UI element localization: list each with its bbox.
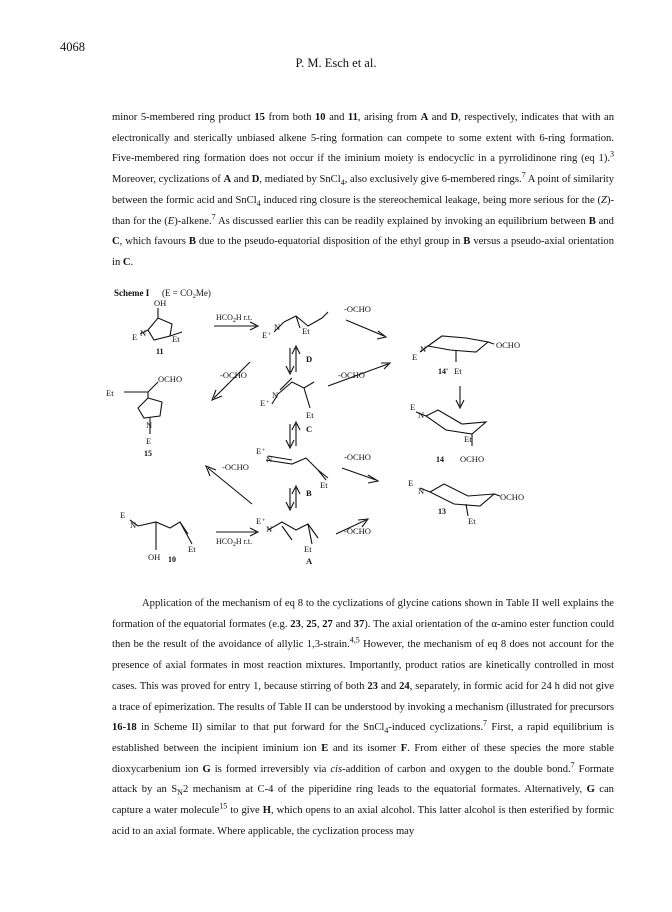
- svg-text:+: +: [266, 400, 270, 406]
- svg-text:N: N: [274, 322, 281, 332]
- svg-text:N: N: [130, 520, 137, 530]
- svg-text:E: E: [412, 352, 418, 362]
- svg-text:HCO2H r.t.: $HCO_2H$ r.t.: [216, 313, 253, 324]
- svg-text:Et: Et: [306, 410, 314, 420]
- compound-label: 14: [436, 455, 444, 464]
- svg-text:N: N: [266, 524, 273, 534]
- svg-text:Et: Et: [188, 544, 196, 554]
- svg-text:Et: Et: [304, 544, 312, 554]
- svg-text:N: N: [140, 328, 147, 338]
- compound-label: 14': [438, 367, 449, 376]
- svg-text:N: N: [418, 410, 425, 420]
- svg-text:-OCHO: -OCHO: [344, 304, 371, 314]
- svg-text:Et: Et: [172, 334, 180, 344]
- svg-text:-OCHO: -OCHO: [344, 526, 371, 536]
- svg-text:+: +: [262, 448, 266, 454]
- citation: 7: [211, 211, 216, 221]
- svg-text:-OCHO: -OCHO: [220, 370, 247, 380]
- svg-text:C: C: [306, 424, 313, 434]
- compound-label: 13: [438, 507, 446, 516]
- citation: 7: [570, 760, 575, 770]
- reaction-scheme: [96, 282, 616, 582]
- svg-text:N: N: [272, 390, 279, 400]
- svg-text:N: N: [420, 344, 427, 354]
- scheme-title: Scheme I: [114, 288, 150, 298]
- compound-ref: 10: [314, 112, 326, 123]
- page-number: 4068: [60, 40, 85, 54]
- svg-text:OCHO: OCHO: [496, 340, 521, 350]
- svg-text:N: N: [418, 486, 425, 496]
- svg-text:Et: Et: [106, 388, 114, 398]
- svg-text:HCO2H r.t.: $HCO_2H$ r.t.: [216, 537, 253, 548]
- svg-text:D: D: [306, 354, 313, 364]
- svg-text:OCHO: OCHO: [460, 454, 485, 464]
- paragraph-1: minor 5-membered ring product 15 from both 10 and 11, arising from A and D, respectively, indicates that with an electronically and sterically unbiased alkene 5-ring formation can compete to some extent with 6-ring formation. Five-membered ring formation does not occur if the iminium moiety is endocyclic in a pyrrolidinone ring (eq 1).$^3$ Moreover, cyclizations of A and D, mediated by SnCl$_4$, also exclusively give 6-membered rings.$^7$ A point of similarity between the formic acid and SnCl$_4$ induced ring closure is the stereochemical leakage, being more serious for the (Z)- than for the (E)-alkene.$^7$ As discussed earlier this can be readily explained by invoking an equilibrium between B and C, which favours B due to the pseudo-equatorial disposition of the ethyl group in B versus a pseudo-axial orientation in C.: [112, 112, 615, 268]
- svg-text:-OCHO: -OCHO: [344, 452, 371, 462]
- svg-text:Et: Et: [464, 434, 472, 444]
- svg-text:A: A: [306, 556, 313, 566]
- svg-text:B: B: [306, 488, 312, 498]
- svg-text:Et: Et: [454, 366, 462, 376]
- svg-text:N: N: [266, 454, 273, 464]
- svg-text:Et: Et: [302, 326, 310, 336]
- svg-text:OH: OH: [154, 298, 167, 308]
- svg-text:-OCHO: -OCHO: [222, 462, 249, 472]
- running-head: P. M. Esch et al.: [295, 56, 377, 70]
- svg-text:Et: Et: [468, 516, 476, 526]
- svg-text:OCHO: OCHO: [500, 492, 525, 502]
- citation: 7: [521, 170, 526, 180]
- svg-text:E: E: [262, 330, 268, 340]
- svg-text:E: E: [410, 402, 416, 412]
- svg-text:OCHO: OCHO: [158, 374, 183, 384]
- svg-text:E: E: [256, 446, 262, 456]
- compound-label: 15: [144, 449, 152, 458]
- svg-text:E: E: [132, 332, 138, 342]
- compound-ref: 15: [254, 112, 265, 123]
- compound-ref: 11: [347, 112, 358, 123]
- paragraph-2: Application of the mechanism of eq 8 to the cyclizations of glycine cations shown in Table II well explains the formation of the equatorial formates (e.g. 23, 25, 27 and 37). The axial orientation of the α-amino ester function could then be the result of the avoidance of allylic 1,3-strain.$^{4,5}$ However, the mechanism of eq 8 does not account for the presence of axial formates in most reaction mixtures. Importantly, product ratios are kinetically controlled in most cases. This was proved for entry 1, because stirring of both 23 and 24, separately, in formic acid for 24 h did not give a trace of epimerization. The results of Table II can be understood by invoking a mechanism (illustrated for precursors 16-18 in Scheme II) similar to that put forward for the SnCl$_4$-induced cyclizations.$^7$ First, a rapid equilibrium is established between the incipient iminium ion E and its isomer F. From either of these species the more stable dioxycarbenium ion G is formed irreversibly via cis-addition of carbon and oxygen to the double bond.$^7$ Formate attack by an $S_N2$ mechanism at C-4 of the piperidine ring leads to the equatorial formates. Alternatively, G can capture a water molecule$^{15}$ to give H, which opens to an axial alcohol. This latter alcohol is then esterified by formic acid to an axial formate. Where applicable, the cyclization process may: [112, 598, 615, 837]
- citation: 7: [483, 718, 488, 728]
- svg-text:E: E: [260, 398, 266, 408]
- svg-text:(E = CO2Me): $(E = CO_2Me)$: [162, 288, 211, 300]
- svg-text:N: N: [146, 420, 153, 430]
- svg-text:E: E: [120, 510, 126, 520]
- svg-text:-OCHO: -OCHO: [338, 370, 365, 380]
- svg-text:E: E: [256, 516, 262, 526]
- svg-text:E: E: [146, 436, 152, 446]
- svg-text:+: +: [262, 518, 266, 524]
- compound-label: 10: [168, 555, 176, 564]
- svg-text:Et: Et: [320, 480, 328, 490]
- citation: 4,5: [349, 635, 360, 645]
- citation: 3: [610, 149, 614, 159]
- svg-text:OH: OH: [148, 552, 161, 562]
- svg-text:+: +: [268, 332, 272, 338]
- compound-label: 11: [156, 347, 164, 356]
- citation: 15: [219, 801, 228, 811]
- svg-text:E: E: [408, 478, 414, 488]
